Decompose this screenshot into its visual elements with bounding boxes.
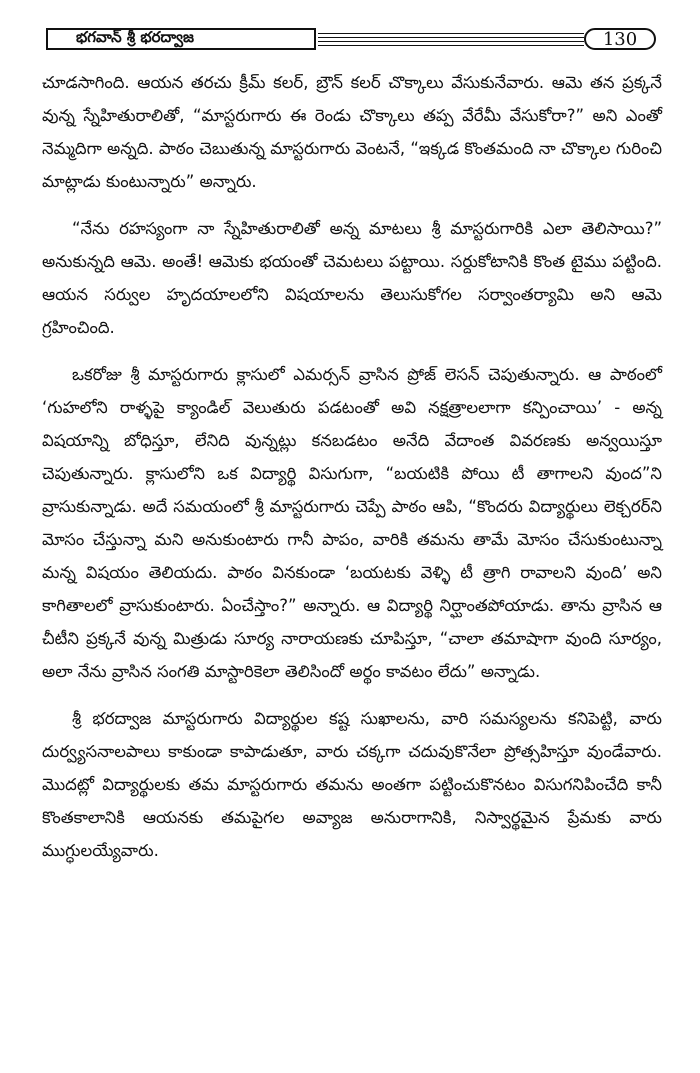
body-text	[42, 66, 662, 881]
book-title: భగవాన్ శ్రీ భరద్వాజ	[46, 28, 316, 50]
paragraph: చూడసాగింది. ఆయన తరచు క్రీమ్ కలర్, బ్రౌన్ కలర్ చొక్కాలు వేసుకునేవారు. ఆమె తన ప్రక్కనే వున్న స్నేహితురాలితో, “మాస్టరుగారు ఈ రెండు చొక్కాలు తప్ప వేరేమీ వేసుకోరా?” అని ఎంతో నెమ్మదిగా అన్నది. పాఠం చెబుతున్న మాస్టరుగారు వెంటనే, “ఇక్కడ కొంతమంది నా చొక్కాల గురించి మాట్లాడు కుంటున్నారు” అన్నారు.	[42, 73, 662, 191]
paragraph: “నేను రహస్యంగా నా స్నేహితురాలితో అన్న మాటలు శ్రీ మాస్టరుగారికి ఎలా తెలిసాయి?” అనుకున్నది ఆమె. అంతే! ఆమెకు భయంతో చెమటలు పట్టాయి. సర్దుకోటానికి కొంత టైము పట్టింది. ఆయన సర్వుల హృదయాలలోని విషయాలను తెలుసుకోగల సర్వాంతర్యామి అని ఆమె గ్రహించింది.	[42, 219, 662, 337]
header-rule-lines	[318, 30, 584, 50]
page-number: 130	[584, 28, 656, 50]
running-header	[46, 28, 658, 52]
paragraph: ఒకరోజు శ్రీ మాస్టరుగారు క్లాసులో ఎమర్సన్ వ్రాసిన ప్రోజ్ లెసన్ చెపుతున్నారు. ఆ పాఠంలో ‘గుహలోని రాళ్ళపై క్యాండిల్ వెలుతురు పడటంతో అవి నక్షత్రాలలాగా కన్పించాయి’ - అన్న విషయాన్ని బోధిస్తూ, లేనిది వున్నట్లు కనబడటం అనేది వేదాంత వివరణకు అన్వయిస్తూ చెపుతున్నారు. క్లాసులోని ఒక విద్యార్థి విసుగుగా, “బయటికి పోయి టీ తాగాలని వుంద”ని వ్రాసుకున్నాడు. అదే సమయంలో శ్రీ మాస్టరుగారు చెప్పే పాఠం ఆపి, “కొందరు విద్యార్థులు లెక్చరర్‌ని మోసం చేస్తున్నా మని అనుకుంటారు గానీ పాపం, వారికి తమను తామే మోసం చేసుకుంటున్నా మన్న విషయం తెలియదు. పాఠం వినకుండా ‘బయటకు వెళ్ళి టీ త్రాగి రావాలని వుంది’ అని కాగితాలలో వ్రాసుకుంటారు. ఏంచేస్తాం?” అన్నారు. ఆ విద్యార్థి నిర్ఘాంతపోయాడు. తాను వ్రాసిన ఆ చీటీని ప్రక్కనే వున్న మిత్రుడు సూర్య నారాయణకు చూపిస్తూ, “చాలా తమాషాగా వుంది సూర్యం, అలా నేను వ్రాసిన సంగతి మాస్టారికెలా తెలిసిందో అర్థం కావటం లేదు” అన్నాడు.	[42, 365, 662, 681]
paragraph: శ్రీ భరద్వాజ మాస్టరుగారు విద్యార్థుల కష్ట సుఖాలను, వారి సమస్యలను కనిపెట్టి, వారు దుర్వ్యసనాలపాలు కాకుండా కాపాడుతూ, వారు చక్కగా చదువుకొనేలా ప్రోత్సహిస్తూ వుండేవారు. మొదట్లో విద్యార్థులకు తమ మాస్టరుగారు తమను అంతగా పట్టించుకొనటం విసుగనిపించేది కానీ కొంతకాలానికి ఆయనకు తమపైగల అవ్యాజ అనురాగానికి, నిస్వార్థమైన ప్రేమకు వారు ముగ్ధులయ్యేవారు.	[42, 709, 662, 860]
